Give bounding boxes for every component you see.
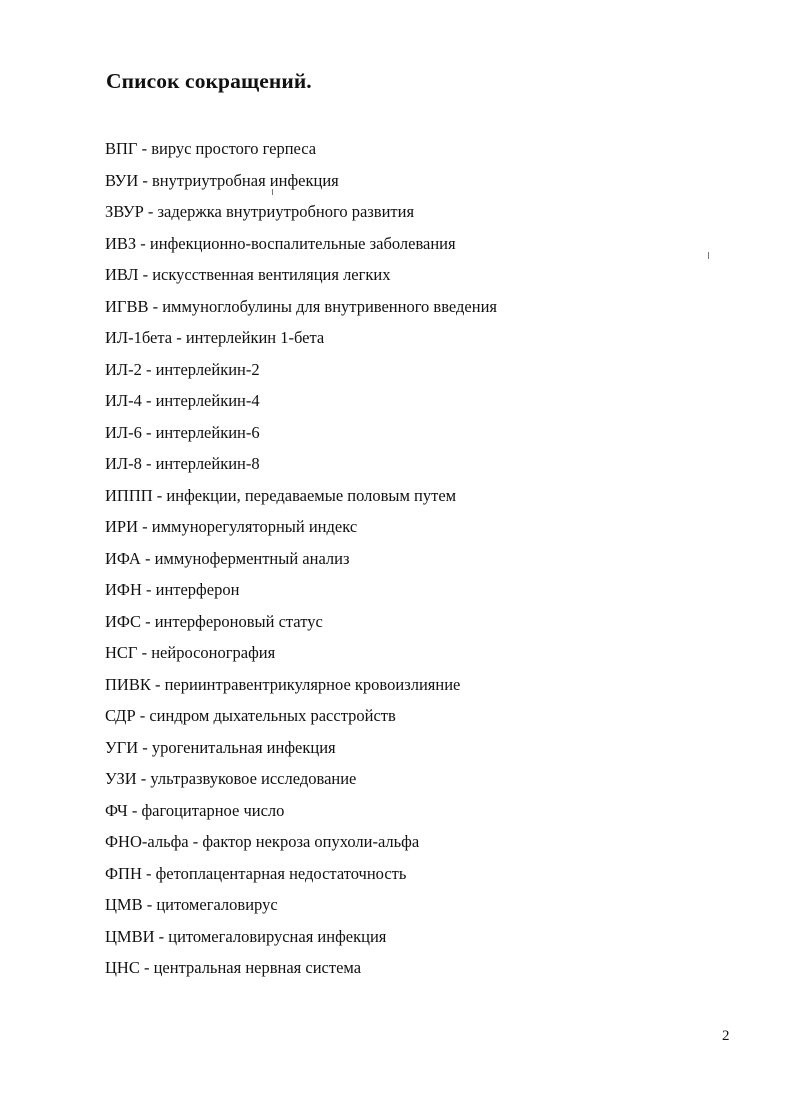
abbreviation-entry: ИФС - интерфероновый статус bbox=[105, 611, 323, 631]
page-number: 2 bbox=[722, 1028, 730, 1044]
abbreviation-entry: ФЧ - фагоцитарное число bbox=[105, 800, 285, 820]
abbreviation-entry: УЗИ - ультразвуковое исследование bbox=[105, 769, 357, 788]
page-title: Список сокращений. bbox=[106, 69, 312, 93]
abbreviation-entry: ЦНС - центральная нервная система bbox=[105, 958, 362, 977]
abbreviation-entry: ФПН - фетоплацентарная недостаточность bbox=[105, 863, 407, 883]
abbreviation-entry: ЦМВ - цитомегаловирус bbox=[105, 895, 278, 914]
abbreviation-list bbox=[105, 137, 497, 988]
abbreviation-entry: СДР - синдром дыхательных расстройств bbox=[105, 706, 396, 725]
abbreviation-entry: ИЛ-4 - интерлейкин-4 bbox=[105, 391, 260, 410]
abbreviation-entry: ФНО-альфа - фактор некроза опухоли-альфа bbox=[105, 832, 420, 851]
abbreviation-entry: ИППП - инфекции, передаваемые половым путем bbox=[105, 485, 457, 505]
abbreviation-entry: ИВЗ - инфекционно-воспалительные заболевания bbox=[105, 233, 456, 253]
abbreviation-entry: ЗВУР - задержка внутриутробного развития bbox=[105, 202, 415, 221]
scan-speck bbox=[708, 252, 709, 259]
abbreviation-entry: ЦМВИ - цитомегаловирусная инфекция bbox=[105, 926, 387, 946]
abbreviation-entry: ИЛ-6 - интерлейкин-6 bbox=[105, 422, 260, 442]
abbreviation-entry: ИЛ-1бета - интерлейкин 1-бета bbox=[105, 328, 325, 347]
abbreviation-entry: НСГ - нейросонография bbox=[105, 643, 276, 662]
abbreviation-entry: ИФА - иммуноферментный анализ bbox=[105, 548, 350, 568]
abbreviation-entry: ИВЛ - искусственная вентиляция легких bbox=[105, 265, 391, 284]
abbreviation-entry: ИРИ - иммунорегуляторный индекс bbox=[105, 517, 358, 536]
scan-speck bbox=[272, 189, 273, 195]
abbreviation-entry: ИФН - интерферон bbox=[105, 580, 240, 599]
abbreviation-entry: ИЛ-8 - интерлейкин-8 bbox=[105, 454, 260, 473]
abbreviation-entry: ПИВК - периинтравентрикулярное кровоизлияние bbox=[105, 674, 461, 694]
abbreviation-entry: УГИ - урогенитальная инфекция bbox=[105, 737, 336, 757]
abbreviation-entry: ВПГ - вирус простого герпеса bbox=[105, 139, 317, 158]
abbreviation-entry: ИЛ-2 - интерлейкин-2 bbox=[105, 359, 260, 379]
abbreviation-entry: ИГВВ - иммуноглобулины для внутривенного введения bbox=[105, 296, 497, 316]
abbreviation-entry: ВУИ - внутриутробная инфекция bbox=[105, 170, 339, 190]
